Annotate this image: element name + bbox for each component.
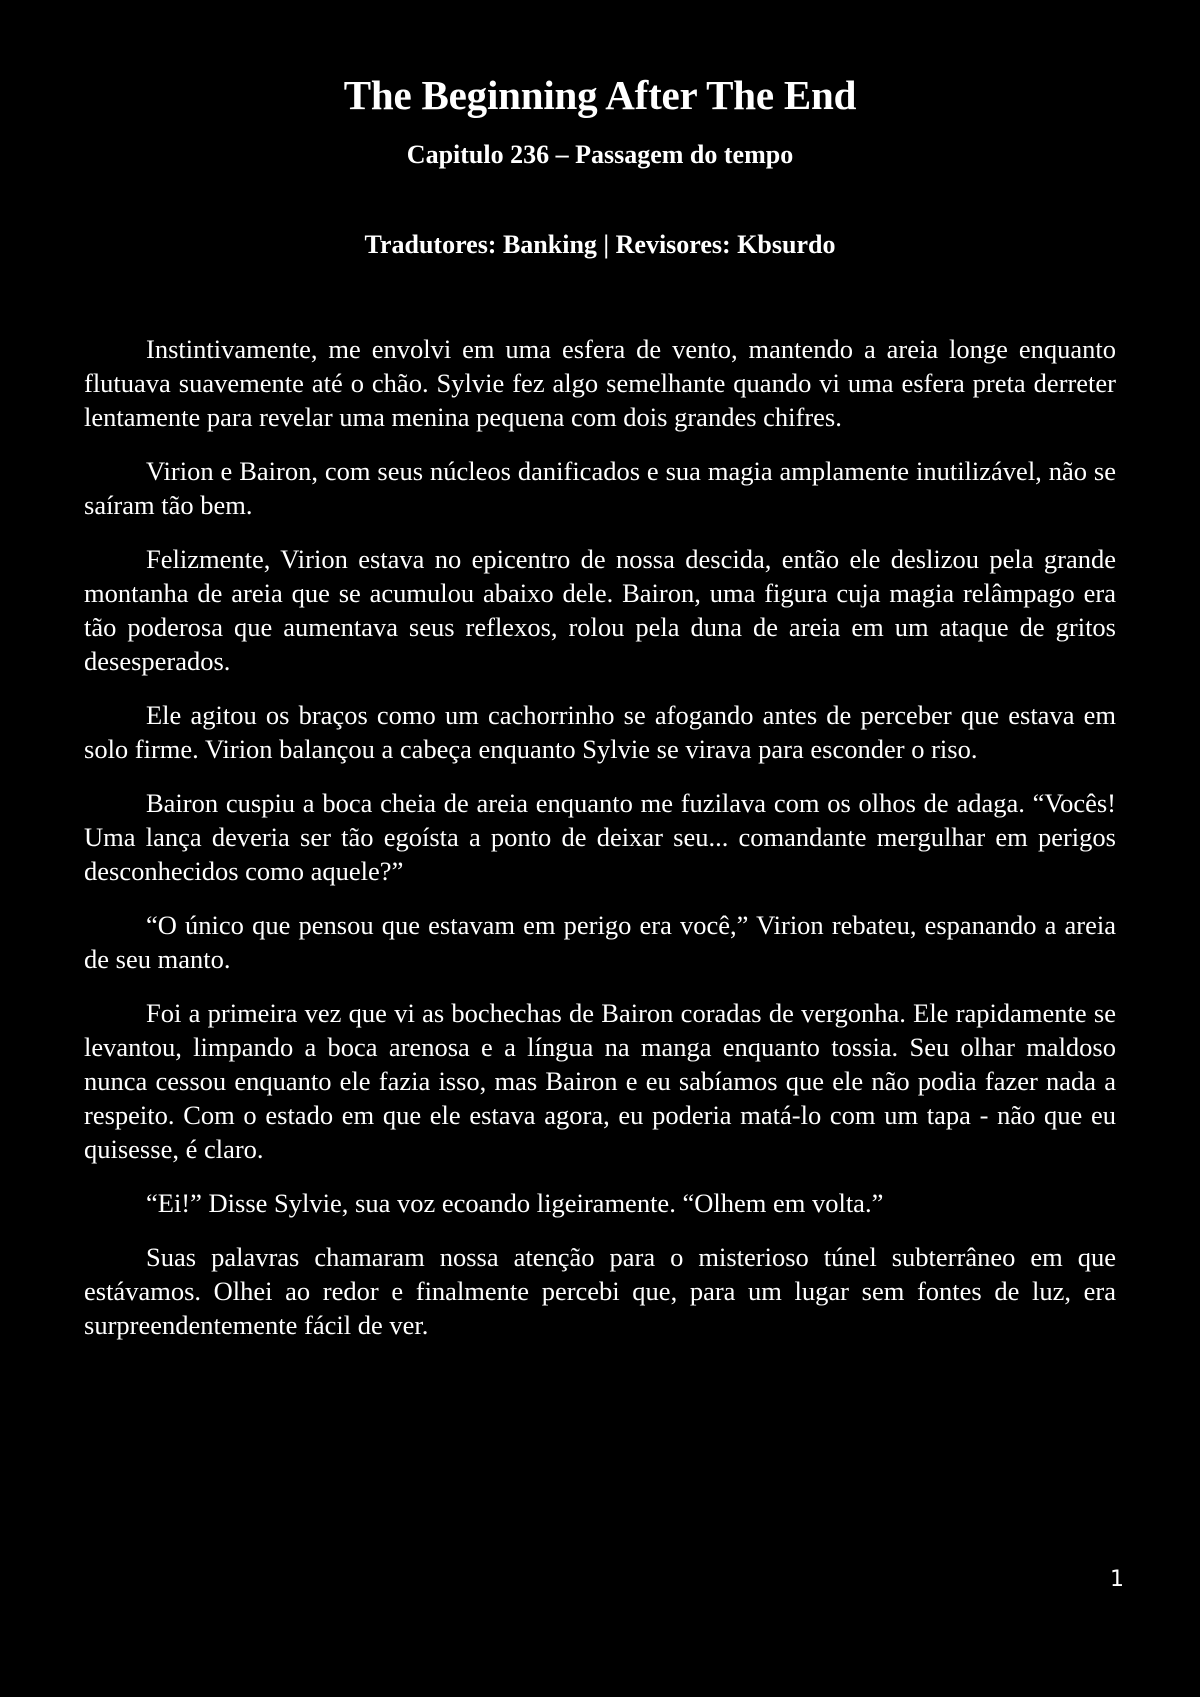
paragraph: “O único que pensou que estavam em perigo era você,” Virion rebateu, espanando a areia de seu manto. [84,910,1116,974]
paragraph: Bairon cuspiu a boca cheia de areia enquanto me fuzilava com os olhos de adaga. “Vocês! Uma lança deveria ser tão egoísta a ponto de deixar seu... comandante mergulhar em perigos desconhecidos como aquele?” [84,788,1116,886]
paragraph: Foi a primeira vez que vi as bochechas de Bairon coradas de vergonha. Ele rapidamente se levantou, limpando a boca arenosa e a língua na manga enquanto tossia. Seu olhar maldoso nunca cessou enquanto ele fazia isso, mas Bairon e eu sabíamos que ele não podia fazer nada a respeito. Com o estado em que ele estava agora, eu poderia matá-lo com um tapa - não que eu quisesse, é claro. [84,998,1116,1164]
chapter-heading: Capitulo 236 – Passagem do tempo [406,140,794,169]
credits-line: Tradutores: Banking | Revisores: Kbsurdo [364,230,836,259]
paragraph: Suas palavras chamaram nossa atenção para o misterioso túnel subterrâneo em que estávamos. Olhei ao redor e finalmente percebi que, para um lugar sem fontes de luz, era surpreendentemente fácil de ver. [84,1242,1116,1340]
paragraph: “Ei!” Disse Sylvie, sua voz ecoando ligeiramente. “Olhem em volta.” [146,1188,884,1218]
paragraph: Felizmente, Virion estava no epicentro de nossa descida, então ele deslizou pela grande montanha de areia que se acumulou abaixo dele. Bairon, uma figura cuja magia relâmpago era tão poderosa que aumentava seus reflexos, rolou pela duna de areia em um ataque de gritos desesperados. [84,544,1116,676]
paragraph: Instintivamente, me envolvi em uma esfera de vento, mantendo a areia longe enquanto flutuava suavemente até o chão. Sylvie fez algo semelhante quando vi uma esfera preta derreter lentamente para revelar uma menina pequena com dois grandes chifres. [84,334,1116,432]
paragraph: Ele agitou os braços como um cachorrinho se afogando antes de perceber que estava em solo firme. Virion balançou a cabeça enquanto Sylvie se virava para esconder o riso. [84,700,1116,764]
chapter-body [84,332,1116,1342]
page-number: 1 [1110,1567,1124,1592]
book-title: The Beginning After The End [343,72,857,118]
paragraph: Virion e Bairon, com seus núcleos danificados e sua magia amplamente inutilizável, não se saíram tão bem. [84,456,1116,520]
